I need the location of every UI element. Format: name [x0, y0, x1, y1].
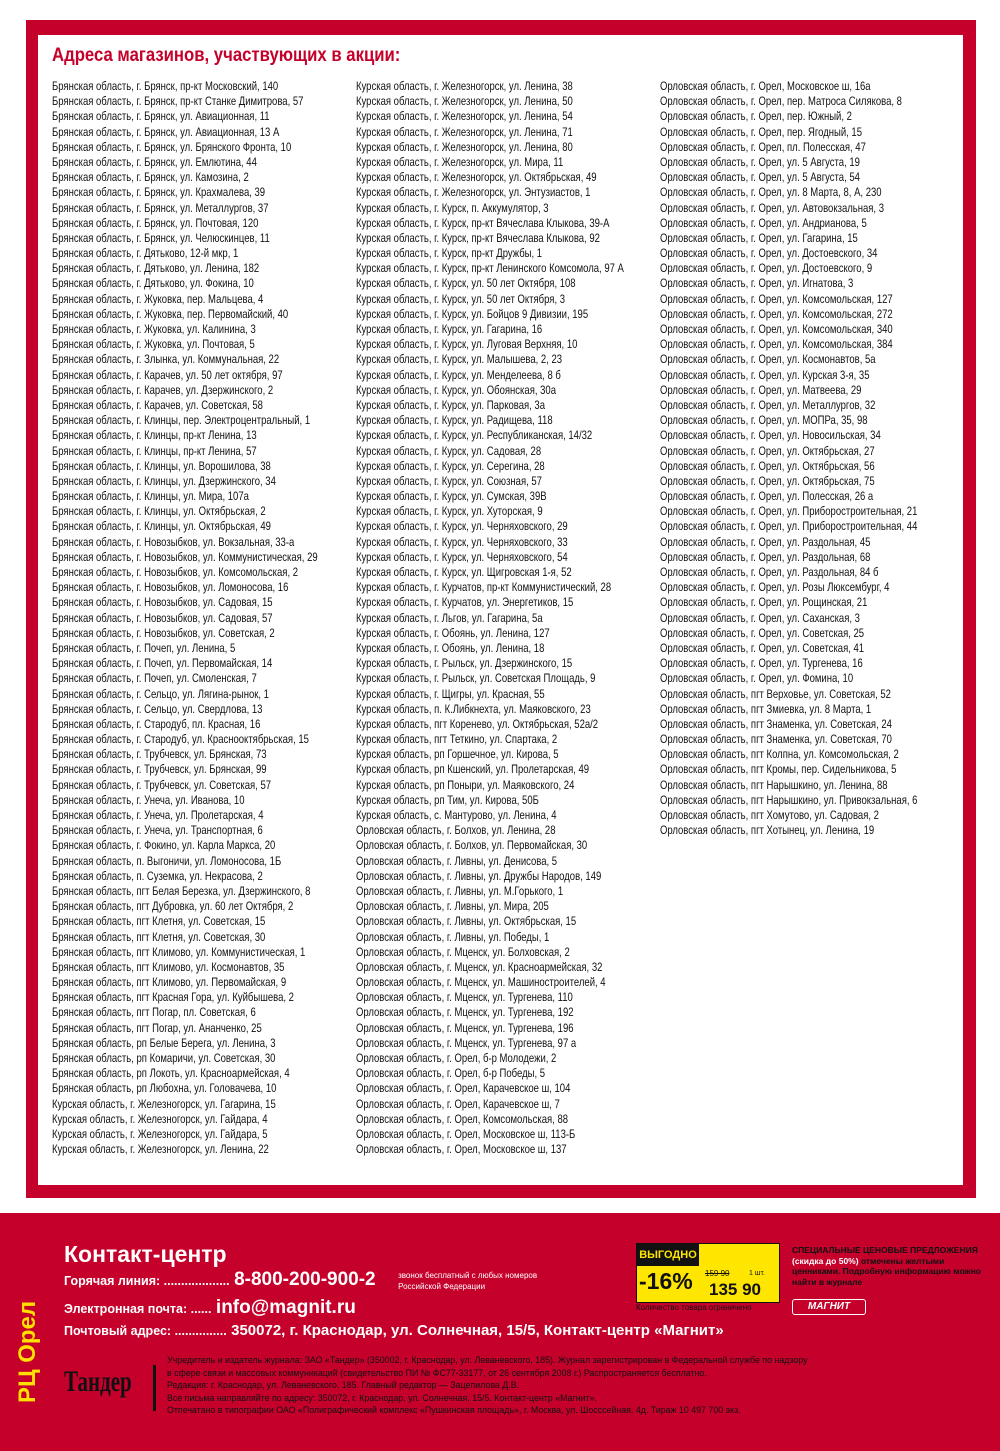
address-item: Брянская область, г. Карачев, ул. Советская, 58 [52, 398, 263, 412]
address-item: Орловская область, г. Орел, пер. Матроса Силякова, 8 [660, 95, 902, 109]
tag-old-price: 159 90 [705, 1269, 730, 1278]
address-item: Орловская область, г. Ливны, ул. Дружбы Народов, 149 [356, 869, 602, 883]
address-item: Орловская область, г. Орел, ул. 5 Августа, 54 [660, 171, 860, 185]
address-item: Орловская область, г. Орел, ул. Рощинская, 21 [660, 596, 868, 610]
email-row [64, 1297, 356, 1319]
special-title: СПЕЦИАЛЬНЫЕ ЦЕНОВЫЕ ПРЕДЛОЖЕНИЯ [792, 1245, 978, 1255]
address-item: Орловская область, г. Орел, ул. Тургенева, 16 [660, 657, 863, 671]
address-item: Брянская область, г. Почеп, ул. Первомайская, 14 [52, 657, 273, 671]
hotline-label: Горячая линия: ................... [64, 1274, 230, 1288]
address-item: Курская область, г. Курчатов, пр-кт Коммунистический, 28 [356, 581, 612, 595]
address-item: Орловская область, г. Орел, Комсомольская, 88 [356, 1112, 569, 1126]
address-item: Курская область, рп Тим, ул. Кирова, 50Б [356, 793, 539, 807]
address-item: Брянская область, п. Выгоничи, ул. Ломоносова, 1Б [52, 854, 282, 868]
address-item: Курская область, г. Курск, ул. Луговая Верхняя, 10 [356, 338, 578, 352]
address-item: Орловская область, г. Мценск, ул. Тургенева, 196 [356, 1021, 574, 1035]
address-item: Брянская область, г. Клинцы, ул. Мира, 107а [52, 490, 249, 504]
post-label: Почтовый адрес: ............... [64, 1324, 227, 1338]
address-item: Орловская область, пгт Нарышкино, ул. Привокзальная, 6 [660, 793, 918, 807]
address-item: Брянская область, г. Брянск, ул. Почтовая, 120 [52, 216, 259, 230]
address-item: Орловская область, г. Орел, ул. Октябрьская, 27 [660, 444, 875, 458]
address-item: Орловская область, пгт Кромы, пер. Сидельникова, 5 [660, 763, 897, 777]
address-item: Курская область, г. Курск, ул. Черняховского, 29 [356, 520, 568, 534]
address-item: Орловская область, пгт Колпна, ул. Комсомольская, 2 [660, 748, 899, 762]
special-offers-text [792, 1245, 992, 1287]
address-item: Брянская область, г. Брянск, ул. Челюскинцев, 11 [52, 231, 270, 245]
address-item: Брянская область, г. Брянск, ул. Металлургов, 37 [52, 201, 269, 215]
tag-caption: Количество товара ограничено [636, 1303, 752, 1312]
address-item: Брянская область, г. Злынка, ул. Коммунальная, 22 [52, 353, 280, 367]
region-label: РЦ Орел [14, 1300, 41, 1403]
address-item: Курская область, г. Курск, п. Аккумулятор, 3 [356, 201, 549, 215]
address-item: Орловская область, г. Орел, пер. Ягодный, 15 [660, 125, 863, 139]
address-item: Брянская область, г. Новозыбков, ул. Садовая, 57 [52, 611, 273, 625]
address-item: Брянская область, г. Клинцы, ул. Ворошилова, 38 [52, 459, 271, 473]
address-item: Брянская область, г. Стародуб, ул. Краснооктябрьская, 15 [52, 733, 309, 747]
address-item: Орловская область, г. Мценск, ул. Тургенева, 192 [356, 1006, 574, 1020]
address-item: Брянская область, г. Фокино, ул. Карла Маркса, 20 [52, 839, 276, 853]
address-item: Курская область, г. Железногорск, ул. Ленина, 38 [356, 80, 573, 93]
address-item: Курская область, г. Курск, ул. Сумская, 39В [356, 490, 547, 504]
address-item: Курская область, г. Курск, ул. 50 лет Октября, 3 [356, 292, 566, 306]
address-item: Брянская область, г. Брянск, ул. Крахмалева, 39 [52, 186, 266, 200]
tag-qty: 1 шт. [749, 1270, 765, 1277]
address-item: Курская область, г. Железногорск, ул. Ленина, 22 [52, 1143, 269, 1157]
address-item: Брянская область, г. Новозыбков, ул. Советская, 2 [52, 626, 275, 640]
addresses-frame [26, 20, 976, 1198]
address-item: Курская область, г. Курск, ул. 50 лет Октября, 108 [356, 277, 576, 291]
address-item: Брянская область, пгт Климово, ул. Коммунистическая, 1 [52, 945, 306, 959]
hotline-note: звонок бесплатный с любых номеров Российской Федерации [398, 1270, 538, 1291]
address-item: Брянская область, г. Новозыбков, ул. Ломоносова, 16 [52, 581, 289, 595]
address-item: Орловская область, г. Орел, ул. Игнатова, 3 [660, 277, 854, 291]
address-item: Курская область, г. Курск, ул. Союзная, 57 [356, 474, 542, 488]
address-item: Орловская область, г. Орел, ул. Полесская, 26 а [660, 490, 874, 504]
address-item: Брянская область, г. Новозыбков, ул. Вокзальная, 33-а [52, 535, 295, 549]
address-item: Брянская область, г. Брянск, ул. Емлютина, 44 [52, 155, 257, 169]
post-address: 350072, г. Краснодар, ул. Солнечная, 15/5, Контакт-центр «Магнит» [231, 1322, 724, 1339]
address-item: Брянская область, г. Сельцо, ул. Свердлова, 13 [52, 702, 263, 716]
address-column-2 [356, 79, 639, 1157]
address-item: Курская область, г. Курск, ул. Гагарина, 16 [356, 323, 543, 336]
legal-line: Учредитель и издатель журнала: ЗАО «Тандер» (350002, г. Краснодар, ул. Леваневского, 185). Журнал зарегистрирован в Федеральной службе по надзору [167, 1355, 808, 1366]
address-item: Курская область, г. Курск, ул. Серегина, 28 [356, 459, 545, 473]
address-item: Брянская область, г. Унеча, ул. Пролетарская, 4 [52, 809, 264, 822]
address-item: Курская область, г. Рыльск, ул. Советская Площадь, 9 [356, 672, 596, 686]
address-item: Брянская область, г. Жуковка, ул. Калинина, 3 [52, 323, 256, 336]
address-item: Брянская область, пгт Клетня, ул. Советская, 15 [52, 915, 266, 929]
tag-discount: -16% [639, 1268, 693, 1294]
divider [153, 1365, 156, 1411]
address-item: Брянская область, г. Трубчевск, ул. Советская, 57 [52, 778, 272, 792]
address-item: Орловская область, г. Орел, Московское ш, 113-Б [356, 1127, 576, 1141]
address-item: Орловская область, г. Орел, ул. Андрианова, 5 [660, 216, 867, 230]
address-item: Орловская область, г. Орел, ул. Комсомольская, 127 [660, 292, 893, 306]
address-item: Орловская область, г. Ливны, ул. М.Горького, 1 [356, 884, 564, 898]
address-item: Брянская область, рп Локоть, ул. Красноармейская, 4 [52, 1067, 290, 1081]
address-item: Орловская область, г. Болхов, ул. Первомайская, 30 [356, 839, 588, 853]
address-item: Курская область, г. Железногорск, ул. Мира, 11 [356, 155, 564, 169]
address-item: Брянская область, пгт Погар, пл. Советская, 6 [52, 1006, 256, 1020]
address-item: Курская область, г. Железногорск, ул. Ленина, 54 [356, 110, 573, 124]
address-item: Курская область, г. Льгов, ул. Гагарина, 5а [356, 611, 543, 625]
legal-line: Редакция: г. Краснодар, ул. Леваневского, 185. Главный редактор — Зацепилова Д.В. [167, 1380, 520, 1391]
address-item: Брянская область, рп Белые Берега, ул. Ленина, 3 [52, 1036, 276, 1050]
address-item: Орловская область, г. Орел, Московское ш, 16а [660, 80, 871, 93]
address-item: Курская область, г. Обоянь, ул. Ленина, 18 [356, 641, 545, 655]
address-item: Брянская область, г. Брянск, ул. Камозина, 2 [52, 171, 249, 185]
address-item: Орловская область, г. Орел, ул. Фомина, 10 [660, 672, 854, 686]
address-item: Брянская область, г. Новозыбков, ул. Коммунистическая, 29 [52, 550, 318, 564]
address-item: Курская область, г. Курск, ул. Бойцов 9 Дивизии, 195 [356, 307, 589, 321]
address-item: Курская область, г. Курск, ул. Черняховского, 33 [356, 535, 568, 549]
address-item: Орловская область, г. Орел, ул. Советская, 41 [660, 641, 865, 655]
address-item: Курская область, рп Кшенский, ул. Пролетарская, 49 [356, 763, 590, 777]
address-item: Курская область, г. Железногорск, ул. Ленина, 71 [356, 125, 573, 139]
special-highlight: (скидка до 50%) [792, 1255, 859, 1266]
address-item: Курская область, п. К.Либкнехта, ул. Маяковского, 23 [356, 702, 591, 716]
address-item: Орловская область, пгт Знаменка, ул. Советская, 24 [660, 717, 892, 731]
address-item: Курская область, г. Железногорск, ул. Октябрьская, 49 [356, 171, 597, 185]
address-item: Курская область, г. Курск, пр-кт Вячеслава Клыкова, 39-А [356, 216, 610, 230]
address-item: Брянская область, г. Брянск, ул. Авиационная, 13 А [52, 125, 280, 139]
address-item: Брянская область, г. Новозыбков, ул. Комсомольская, 2 [52, 566, 299, 579]
magnit-logo: МАГНИТ [792, 1299, 866, 1315]
address-item: Орловская область, г. Мценск, ул. Красноармейская, 32 [356, 960, 603, 974]
address-item: Брянская область, г. Дятьково, 12-й мкр, 1 [52, 247, 239, 261]
address-item: Орловская область, пгт Верховье, ул. Советская, 52 [660, 687, 891, 701]
address-item: Курская область, г. Курск, ул. Парковая, 3а [356, 398, 545, 412]
address-item: Орловская область, г. Орел, ул. Гагарина, 15 [660, 231, 858, 245]
address-item: Курская область, г. Железногорск, ул. Ленина, 50 [356, 95, 573, 109]
address-item: Орловская область, г. Орел, ул. Комсомольская, 384 [660, 338, 893, 352]
address-item: Орловская область, г. Орел, ул. Космонавтов, 5а [660, 353, 876, 367]
address-item: Курская область, г. Курск, ул. Хуторская, 9 [356, 505, 543, 519]
address-item: Орловская область, г. Орел, Карачевское ш, 104 [356, 1082, 571, 1096]
address-item: Орловская область, пгт Хотынец, ул. Ленина, 19 [660, 824, 875, 838]
address-item: Орловская область, г. Орел, ул. Октябрьская, 75 [660, 474, 875, 488]
tag-new-price: 135 90 [709, 1280, 761, 1299]
address-item: Брянская область, г. Жуковка, пер. Мальцева, 4 [52, 292, 264, 306]
address-item: Курская область, г. Железногорск, ул. Энтузиастов, 1 [356, 186, 591, 200]
address-item: Орловская область, г. Орел, ул. Раздольная, 68 [660, 550, 871, 564]
address-item: Орловская область, г. Орел, Карачевское ш, 7 [356, 1097, 560, 1111]
email-label: Электронная почта: ...... [64, 1302, 212, 1316]
address-item: Орловская область, г. Орел, б-р Молодежи, 2 [356, 1052, 557, 1065]
address-item: Орловская область, г. Мценск, ул. Тургенева, 97 а [356, 1036, 577, 1050]
special-body: отмечены желтыми ценниками. Подробную информацию можно найти в журнале [792, 1255, 981, 1287]
address-item: Брянская область, г. Клинцы, пр-кт Ленина, 13 [52, 429, 257, 443]
address-item: Курская область, г. Курск, ул. Садовая, 28 [356, 444, 542, 458]
address-item: Орловская область, г. Орел, ул. Раздольная, 84 б [660, 566, 879, 579]
address-item: Курская область, г. Курск, пр-кт Дружбы, 1 [356, 247, 543, 261]
address-item: Орловская область, г. Орел, ул. Металлургов, 32 [660, 398, 876, 412]
address-item: Орловская область, г. Орел, пл. Полесская, 47 [660, 140, 866, 154]
address-item: Брянская область, г. Клинцы, ул. Октябрьская, 2 [52, 505, 266, 519]
hotline-number[interactable]: 8-800-200-900-2 [234, 1269, 376, 1290]
email-link[interactable]: info@magnit.ru [215, 1297, 356, 1318]
address-item: Курская область, пгт Теткино, ул. Спартака, 2 [356, 733, 558, 747]
address-item: Брянская область, г. Трубчевск, ул. Брянская, 73 [52, 748, 267, 762]
address-item: Орловская область, г. Орел, ул. Саханская, 3 [660, 611, 860, 625]
address-item: Орловская область, г. Орел, ул. Комсомольская, 340 [660, 323, 893, 336]
page-title: Адреса магазинов, участвующих в акции: [52, 45, 401, 66]
legal-line: Отпечатано в типографии ОАО «Полиграфический комплекс «Пушкинская площадь», г. Москва, ул. Шосссейная, 4д. Тираж 10 497 700 экз. [167, 1405, 741, 1416]
address-item: Орловская область, пгт Хомутово, ул. Садовая, 2 [660, 809, 879, 822]
address-item: Курская область, г. Железногорск, ул. Гагарина, 15 [52, 1097, 276, 1111]
post-row [64, 1322, 724, 1340]
address-item: Брянская область, г. Трубчевск, ул. Брянская, 99 [52, 763, 267, 777]
address-item: Брянская область, г. Жуковка, пер. Первомайский, 40 [52, 307, 289, 321]
address-item: Орловская область, г. Орел, ул. Раздольная, 45 [660, 535, 871, 549]
address-item: Курская область, г. Курск, ул. Менделеева, 8 б [356, 368, 561, 382]
address-item: Курская область, пгт Коренево, ул. Октябрьская, 52а/2 [356, 717, 599, 731]
address-item: Курская область, г. Железногорск, ул. Гайдара, 4 [52, 1112, 268, 1126]
address-item: Курская область, г. Железногорск, ул. Гайдара, 5 [52, 1127, 268, 1141]
address-item: Брянская область, г. Новозыбков, ул. Садовая, 15 [52, 596, 273, 610]
address-item: Брянская область, г. Почеп, ул. Ленина, 5 [52, 641, 236, 655]
address-item: Орловская область, г. Орел, ул. Достоевского, 9 [660, 262, 873, 276]
legal-line: в сфере связи и массовых коммуникаций (свидетельство ПИ № ФС77-33177, от 26 сентября 2008 г.) Распространяется бесплатно. [167, 1367, 707, 1379]
addresses-panel [38, 35, 963, 1185]
hotline-row [64, 1269, 548, 1292]
address-item: Брянская область, г. Дятьково, ул. Фокина, 10 [52, 277, 254, 291]
address-item: Курская область, г. Курск, пр-кт Ленинского Комсомола, 97 А [356, 262, 624, 276]
address-item: Орловская область, г. Орел, ул. Приборостроительная, 44 [660, 520, 918, 534]
address-item: Брянская область, п. Суземка, ул. Некрасова, 2 [52, 869, 263, 883]
address-item: Орловская область, г. Орел, ул. МОПРа, 35, 98 [660, 414, 868, 428]
address-item: Брянская область, г. Стародуб, пл. Красная, 16 [52, 717, 261, 731]
address-item: Курская область, г. Курск, ул. Щигровская 1-я, 52 [356, 566, 572, 579]
address-item: Курская область, г. Обоянь, ул. Ленина, 127 [356, 626, 550, 640]
address-item: Орловская область, г. Орел, ул. Комсомольская, 272 [660, 307, 893, 321]
address-item: Брянская область, г. Клинцы, пер. Электроцентральный, 1 [52, 414, 311, 428]
address-item: Курская область, г. Рыльск, ул. Дзержинского, 15 [356, 657, 573, 671]
address-item: Орловская область, г. Мценск, ул. Болховская, 2 [356, 945, 570, 959]
address-item: Курская область, г. Курск, ул. Республиканская, 14/32 [356, 429, 593, 443]
address-item: Орловская область, г. Орел, ул. Новосильская, 34 [660, 429, 881, 443]
address-item: Брянская область, г. Сельцо, ул. Лягина-рынок, 1 [52, 687, 269, 701]
legal-line: Все письма направляйте по адресу: 350072, г. Краснодар, ул. Солнечная, 15/5. Контакт-центр «Магнит». [167, 1392, 597, 1404]
address-item: Курская область, г. Курск, ул. Обоянская, 30а [356, 383, 557, 397]
price-tag-example [636, 1243, 780, 1303]
address-item: Орловская область, г. Мценск, ул. Машиностроителей, 4 [356, 976, 606, 990]
address-item: Орловская область, г. Орел, ул. Матвеева, 29 [660, 383, 862, 397]
tander-logo: Тандер [64, 1365, 132, 1398]
address-item: Брянская область, г. Жуковка, ул. Почтовая, 5 [52, 338, 255, 352]
address-item: Орловская область, г. Орел, ул. Октябрьская, 56 [660, 459, 875, 473]
address-item: Курская область, рп Поныри, ул. Маяковского, 24 [356, 778, 575, 792]
address-item: Брянская область, г. Брянск, ул. Авиационная, 11 [52, 110, 270, 124]
tag-label: ВЫГОДНО [637, 1244, 699, 1266]
address-item: Брянская область, г. Карачев, ул. 50 лет октября, 97 [52, 368, 283, 382]
address-item: Брянская область, рп Любохна, ул. Головачева, 10 [52, 1082, 277, 1096]
address-item: Орловская область, г. Орел, ул. Розы Люксембург, 4 [660, 581, 890, 595]
address-item: Курская область, рп Горшечное, ул. Кирова, 5 [356, 748, 559, 762]
address-item: Орловская область, г. Ливны, ул. Денисова, 5 [356, 854, 558, 868]
address-item: Брянская область, г. Клинцы, ул. Октябрьская, 49 [52, 520, 271, 534]
address-item: Брянская область, г. Клинцы, пр-кт Ленина, 57 [52, 444, 257, 458]
address-item: Брянская область, г. Дятьково, ул. Ленина, 182 [52, 262, 260, 276]
address-item: Брянская область, г. Клинцы, ул. Дзержинского, 34 [52, 474, 276, 488]
address-item: Брянская область, рп Комаричи, ул. Советская, 30 [52, 1052, 276, 1065]
address-item: Орловская область, г. Орел, ул. 5 Августа, 19 [660, 155, 860, 169]
address-item: Брянская область, пгт Клетня, ул. Советская, 30 [52, 930, 266, 944]
address-item: Брянская область, г. Брянск, пр-кт Московский, 140 [52, 80, 279, 93]
address-item: Орловская область, г. Орел, ул. Достоевского, 34 [660, 247, 878, 261]
address-item: Орловская область, пгт Нарышкино, ул. Ленина, 88 [660, 778, 888, 792]
address-item: Орловская область, пгт Змиевка, ул. 8 Марта, 1 [660, 702, 872, 716]
address-item: Орловская область, г. Орел, ул. Курская 3-я, 35 [660, 368, 870, 382]
legal-text [167, 1355, 808, 1418]
address-item: Брянская область, г. Унеча, ул. Транспортная, 6 [52, 824, 263, 838]
address-column-3 [660, 79, 943, 838]
address-item: Курская область, с. Мантурово, ул. Ленина, 4 [356, 809, 557, 822]
address-item: Орловская область, г. Орел, ул. Приборостроительная, 21 [660, 505, 918, 519]
address-item: Брянская область, пгт Белая Березка, ул. Дзержинского, 8 [52, 884, 311, 898]
address-item: Курская область, г. Курск, ул. Малышева, 2, 23 [356, 353, 563, 367]
address-item: Курская область, г. Курск, ул. Черняховского, 54 [356, 550, 568, 564]
address-item: Брянская область, пгт Погар, ул. Ананченко, 25 [52, 1021, 262, 1035]
address-item: Курская область, г. Курск, пр-кт Вячеслава Клыкова, 92 [356, 231, 600, 245]
address-item: Брянская область, г. Брянск, пр-кт Станке Димитрова, 57 [52, 95, 304, 109]
address-item: Курская область, г. Курчатов, ул. Энергетиков, 15 [356, 596, 574, 610]
address-item: Брянская область, г. Унеча, ул. Иванова, 10 [52, 793, 245, 807]
address-item: Курская область, г. Курск, ул. Радищева, 118 [356, 414, 553, 428]
footer [0, 1213, 1000, 1451]
address-item: Орловская область, г. Орел, ул. 8 Марта, 8, А, 230 [660, 186, 882, 200]
address-item: Брянская область, г. Почеп, ул. Смоленская, 7 [52, 672, 257, 686]
address-item: Орловская область, г. Орел, пер. Южный, 2 [660, 110, 852, 124]
address-item: Брянская область, пгт Климово, ул. Первомайская, 9 [52, 976, 287, 990]
address-item: Орловская область, г. Ливны, ул. Мира, 205 [356, 900, 549, 914]
address-item: Орловская область, г. Орел, ул. Автовокзальная, 3 [660, 201, 884, 215]
address-item: Курская область, г. Щигры, ул. Красная, 55 [356, 687, 545, 701]
address-item: Брянская область, г. Брянск, ул. Брянского Фронта, 10 [52, 140, 292, 154]
address-item: Орловская область, г. Ливны, ул. Победы, 1 [356, 930, 550, 944]
contact-center-title: Контакт-центр [64, 1241, 227, 1267]
address-item: Орловская область, пгт Знаменка, ул. Советская, 70 [660, 733, 892, 747]
address-item: Брянская область, г. Карачев, ул. Дзержинского, 2 [52, 383, 274, 397]
address-item: Орловская область, г. Орел, ул. Советская, 25 [660, 626, 865, 640]
address-column-1 [52, 79, 335, 1157]
address-item: Орловская область, г. Болхов, ул. Ленина, 28 [356, 824, 556, 838]
address-item: Курская область, г. Железногорск, ул. Ленина, 80 [356, 140, 573, 154]
address-item: Брянская область, пгт Климово, ул. Космонавтов, 35 [52, 960, 285, 974]
address-item: Орловская область, г. Орел, б-р Победы, 5 [356, 1067, 546, 1081]
address-item: Орловская область, г. Мценск, ул. Тургенева, 110 [356, 991, 573, 1005]
address-item: Брянская область, пгт Дубровка, ул. 60 лет Октября, 2 [52, 900, 294, 914]
address-item: Орловская область, г. Орел, Московское ш, 137 [356, 1143, 567, 1157]
address-item: Брянская область, пгт Красная Гора, ул. Куйбышева, 2 [52, 991, 294, 1005]
address-item: Орловская область, г. Ливны, ул. Октябрьская, 15 [356, 915, 577, 929]
